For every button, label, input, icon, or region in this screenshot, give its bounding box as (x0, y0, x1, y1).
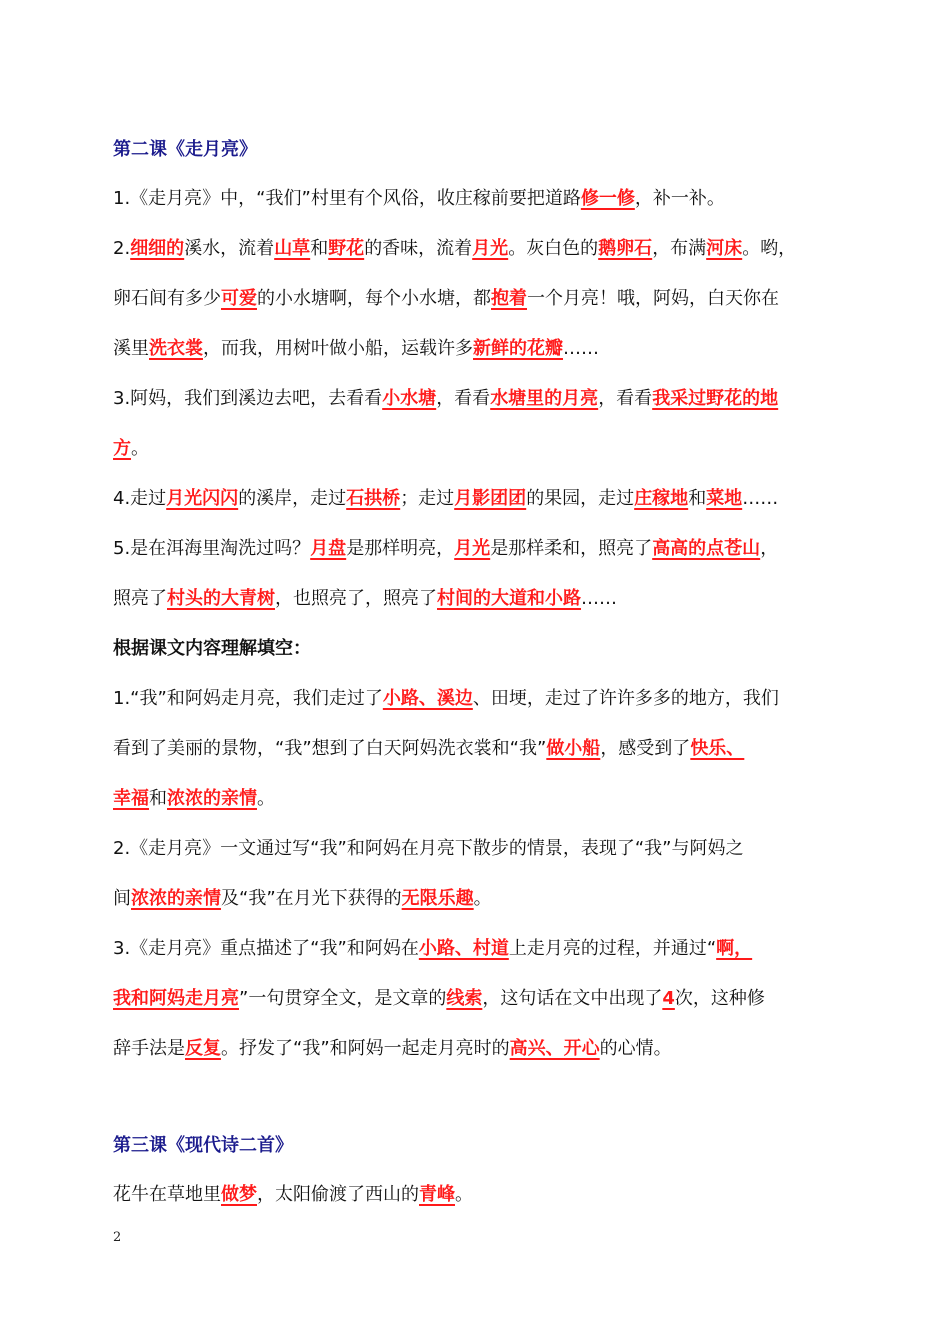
page-number: 2 (113, 1230, 122, 1245)
lesson2-heading: 第二课《走月亮》 (113, 139, 257, 160)
lesson3-heading: 第三课《现代诗二首》 (113, 1135, 293, 1156)
fill-q1b: 看到了美丽的景物，“我”想到了白天阿妈洗衣裳和“我”做小船，感受到了快乐、 (113, 738, 745, 759)
fill-heading: 根据课文内容理解填空： (113, 638, 311, 659)
lesson2-s5b: 照亮了村头的大青树，也照亮了，照亮了村间的大道和小路…… (113, 588, 617, 609)
lesson2-s1: 1.《走月亮》中，“我们”村里有个风俗，收庄稼前要把道路修一修，补一补。 (113, 188, 725, 209)
fill-q2a: 2.《走月亮》一文通过写“我”和阿妈在月亮下散步的情景，表现了“我”与阿妈之 (113, 838, 744, 859)
fill-q2b: 间浓浓的亲情及“我”在月光下获得的无限乐趣。 (113, 888, 492, 909)
fill-q3b: 我和阿妈走月亮”一句贯穿全文，是文章的线索，这句话在文中出现了4次，这种修 (113, 988, 765, 1009)
lesson2-s5a: 5.是在洱海里淘洗过吗？月盘是那样明亮，月光是那样柔和，照亮了高高的点苍山， (113, 538, 779, 559)
lesson2-s2b: 卵石间有多少可爱的小水塘啊，每个小水塘，都抱着一个月亮！哦，阿妈，白天你在 (113, 288, 779, 309)
lesson2-s2a: 2.细细的溪水，流着山草和野花的香味，流着月光。灰白色的鹅卵石，布满河床。哟， (113, 238, 797, 259)
fill-q1a: 1.“我”和阿妈走月亮，我们走过了小路、溪边、田埂，走过了许许多多的地方，我们 (113, 688, 779, 709)
lesson2-s4: 4.走过月光闪闪的溪岸，走过石拱桥；走过月影团团的果园，走过庄稼地和菜地…… (113, 488, 779, 509)
lesson2-s2c: 溪里洗衣裳，而我，用树叶做小船，运载许多新鲜的花瓣…… (113, 338, 599, 359)
fill-q3a: 3.《走月亮》重点描述了“我”和阿妈在小路、村道上走月亮的过程，并通过“啊， (113, 938, 753, 959)
lesson2-s3a: 3.阿妈，我们到溪边去吧，去看看小水塘，看看水塘里的月亮，看看我采过野花的地 (113, 388, 779, 409)
fill-q3c: 辞手法是反复。抒发了“我”和阿妈一起走月亮时的高兴、开心的心情。 (113, 1038, 672, 1059)
fill-q1c: 幸福和浓浓的亲情。 (113, 788, 275, 809)
lesson3-p1: 花牛在草地里做梦，太阳偷渡了西山的青峰。 (113, 1184, 473, 1205)
lesson2-s3b: 方。 (113, 438, 149, 459)
